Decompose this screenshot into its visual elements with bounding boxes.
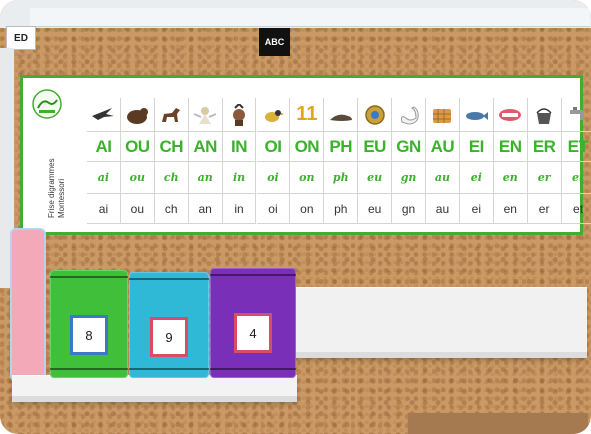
digraph-script-ch: ch — [155, 194, 189, 224]
digraph-caps-eu: EU — [358, 132, 392, 162]
digraph-cursive-gn: gn — [392, 162, 426, 194]
digraph-chart — [20, 75, 589, 235]
folder-4 — [210, 268, 296, 378]
fish-icon — [460, 98, 494, 132]
digraph-cursive-et: et — [562, 162, 591, 194]
digraph-script-eu: eu — [358, 194, 392, 224]
digraph-script-ei: ei — [460, 194, 494, 224]
waffle-icon — [426, 98, 460, 132]
upper-shelf — [296, 287, 587, 358]
digraph-script-ph: ph — [324, 194, 358, 224]
digraph-caps-et: ET — [562, 132, 591, 162]
digraph-cursive-ph: ph — [324, 162, 358, 194]
indian-icon — [223, 98, 257, 132]
digraph-script-gn: gn — [392, 194, 426, 224]
digraph-cursive-ai: ai — [87, 162, 121, 194]
bear-icon — [121, 98, 155, 132]
horse-icon — [155, 98, 189, 132]
digraph-cursive-ou: ou — [121, 162, 155, 194]
bird-icon — [257, 98, 291, 132]
digraph-caps-oi: OI — [257, 132, 291, 162]
top-banner — [30, 8, 590, 27]
digraph-caps-ou: OU — [121, 132, 155, 162]
digraph-caps-ph: PH — [324, 132, 358, 162]
digraph-script-et: et — [562, 194, 591, 224]
eleven-icon — [290, 98, 324, 132]
teeth-icon — [494, 98, 528, 132]
digraph-cursive-en: en — [494, 162, 528, 194]
folder-9 — [129, 272, 209, 378]
digraph-cursive-ch: ch — [155, 162, 189, 194]
digraph-caps-en: EN — [494, 132, 528, 162]
digraph-caps-on: ON — [290, 132, 324, 162]
digraph-script-ai: ai — [87, 194, 121, 224]
digraph-caps-ei: EI — [460, 132, 494, 162]
eagle-icon — [87, 98, 121, 132]
wood-plank — [408, 413, 588, 434]
digraph-caps-an: AN — [189, 132, 223, 162]
montessori-logo — [31, 88, 63, 120]
ed-tag: ED — [6, 26, 36, 50]
bucket-icon — [528, 98, 562, 132]
digraph-cursive-oi: oi — [257, 162, 291, 194]
digraph-cursive-eu: eu — [358, 162, 392, 194]
digraph-cursive-au: au — [426, 162, 460, 194]
digraph-script-er: er — [528, 194, 562, 224]
digraph-caps-gn: GN — [392, 132, 426, 162]
swan-icon — [392, 98, 426, 132]
folder-number-label: 4 — [234, 313, 272, 353]
digraph-cursive-on: on — [290, 162, 324, 194]
coin-icon — [358, 98, 392, 132]
chart-side-title: Frise digrammes Montessori — [47, 158, 66, 218]
digraph-cursive-er: er — [528, 162, 562, 194]
folder-number-label: 9 — [150, 317, 188, 357]
digraph-script-in: in — [223, 194, 257, 224]
digraph-cursive-ei: ei — [460, 162, 494, 194]
digraph-script-au: au — [426, 194, 460, 224]
digraph-caps-ch: CH — [155, 132, 189, 162]
digraph-script-on: on — [290, 194, 324, 224]
digraph-script-en: en — [494, 194, 528, 224]
digraph-cursive-an: an — [189, 162, 223, 194]
seal-icon — [324, 98, 358, 132]
faucet-icon — [562, 98, 591, 132]
digraph-cursive-in: in — [223, 162, 257, 194]
digraph-caps-ai: AI — [87, 132, 121, 162]
digraph-caps-er: ER — [528, 132, 562, 162]
folder-8 — [50, 270, 128, 378]
abc-card: ABC — [259, 28, 290, 56]
angel-icon — [189, 98, 223, 132]
digraph-script-an: an — [189, 194, 223, 224]
eleven-text: 11 — [296, 103, 318, 125]
folder-number-label: 8 — [70, 315, 108, 355]
digraph-script-oi: oi — [257, 194, 291, 224]
digraph-caps-au: AU — [426, 132, 460, 162]
digraph-caps-in: IN — [223, 132, 257, 162]
pink-storage-box — [10, 228, 46, 382]
digraph-script-ou: ou — [121, 194, 155, 224]
lower-shelf — [12, 375, 297, 402]
